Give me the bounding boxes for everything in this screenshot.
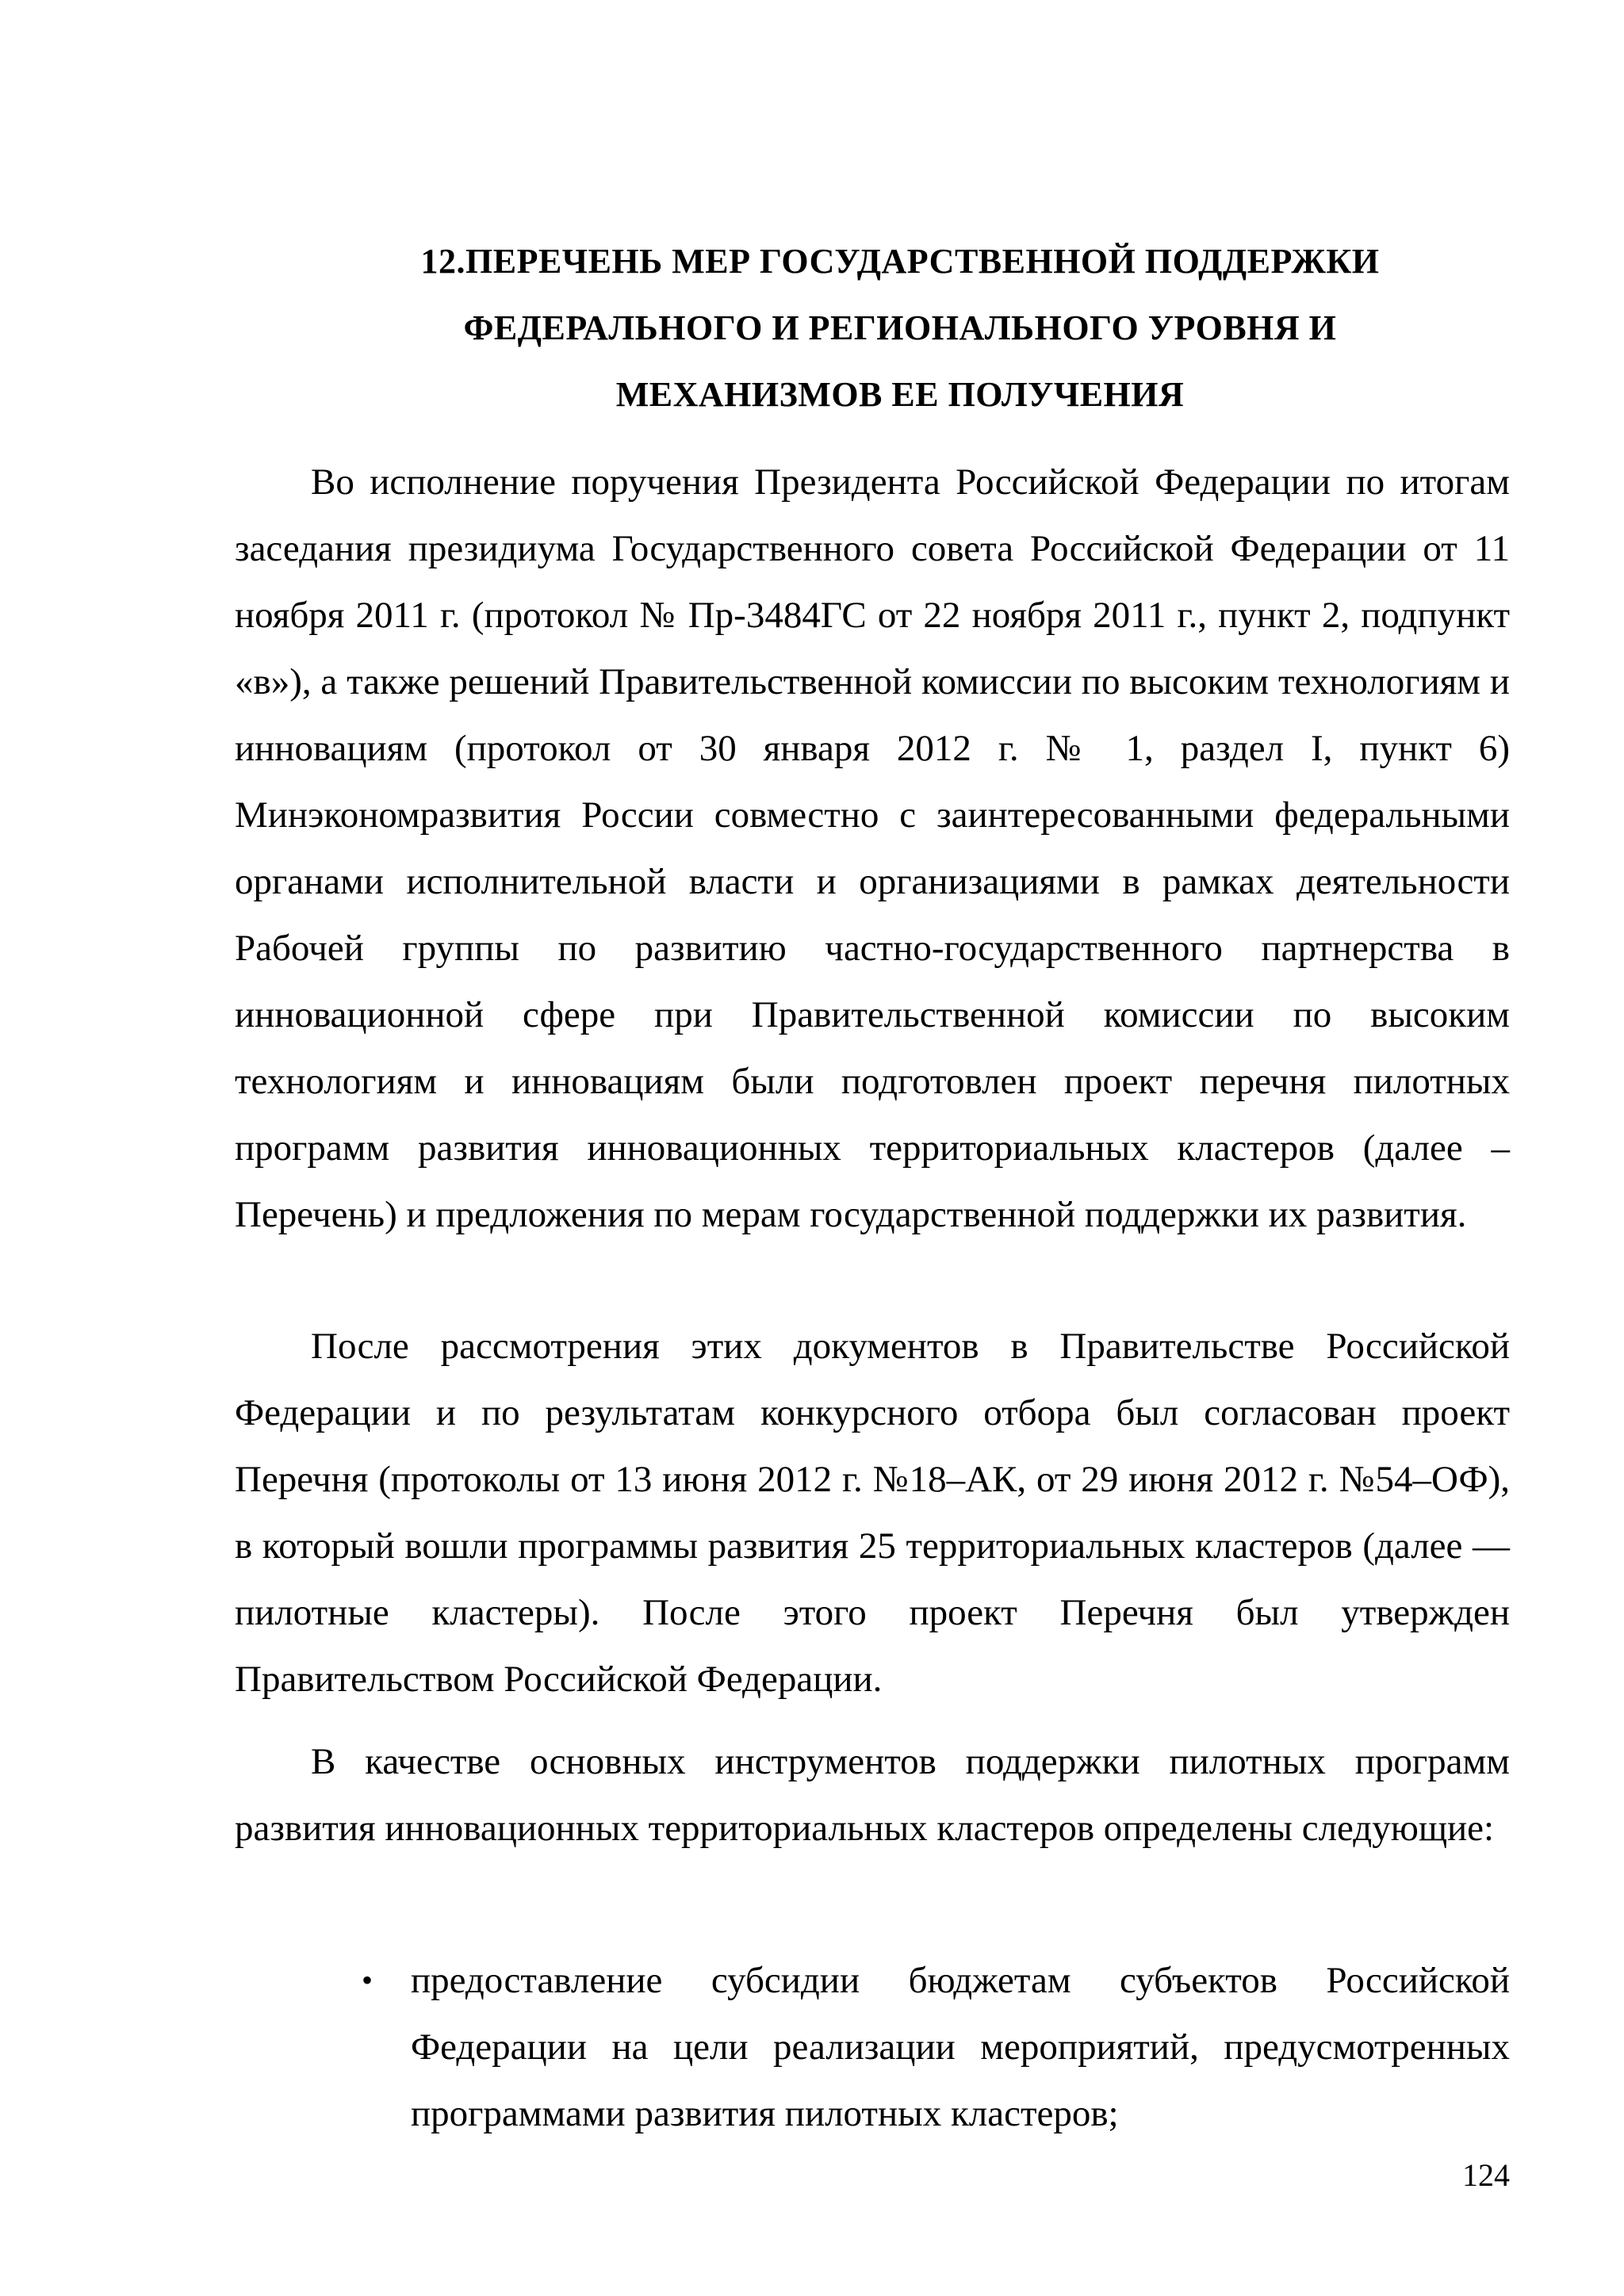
list-item <box>235 1947 1510 2147</box>
heading-line-3: МЕХАНИЗМОВ ЕЕ ПОЛУЧЕНИЯ <box>615 375 1185 414</box>
bullet-icon: • <box>362 1962 373 1998</box>
section-heading <box>317 228 1483 428</box>
bullet-list <box>235 1947 1510 2147</box>
paragraph-2: После рассмотрения этих документов в Правительстве Российской Федерации и по результатам конкурсного отбора был согласован проект Перечня (протоколы от 13 июня 2012 г. №18–АК, от 29 июня 2012 г. №54–ОФ), в который вошли программы развития 25 территориальных кластеров (далее — пилотные кластеры). После этого проект Перечня был утвержден Правительством Российской Федерации. <box>235 1326 1510 1700</box>
paragraph-1: Во исполнение поручения Президента Российской Федерации по итогам заседания президиума Государственного совета Российской Федерации от 11 ноября 2011 г. (протокол № Пр-3484ГС от 22 ноября 2011 г., пункт 2, подпункт «в»), а также решений Правительственной комиссии по высоким технологиям и инновациям (протокол от 30 января 2012 г. № 1, раздел I, пункт 6) Минэкономразвития России совместно с заинтересованными федеральными органами исполнительной власти и организациями в рамках деятельности Рабочей группы по развитию частно-государственного партнерства в инновационной сфере при Правительственной комиссии по высоким технологиям и инновациям были подготовлен проект перечня пилотных программ развития инновационных территориальных кластеров (далее – Перечень) и предложения по мерам государственной поддержки их развития. <box>235 461 1510 1235</box>
heading-line-2: ФЕДЕРАЛЬНОГО И РЕГИОНАЛЬНОГО УРОВНЯ И <box>463 308 1337 347</box>
page-number: 124 <box>1462 2157 1510 2193</box>
heading-line-1: 12.ПЕРЕЧЕНЬ МЕР ГОСУДАРСТВЕННОЙ ПОДДЕРЖКИ <box>420 242 1380 281</box>
paragraph-3: В качестве основных инструментов поддержки пилотных программ развития инновационных территориальных кластеров определены следующие: <box>235 1741 1510 1849</box>
list-item-text: предоставление субсидии бюджетам субъектов Российской Федерации на цели реализации мероприятий, предусмотренных программами развития пилотных кластеров; <box>411 1960 1510 2134</box>
